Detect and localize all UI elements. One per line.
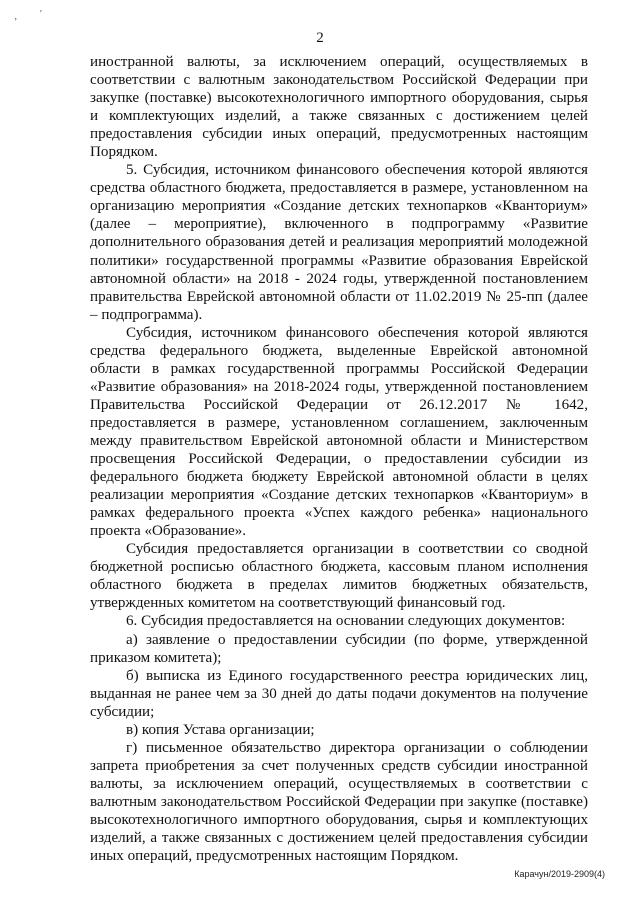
list-item-b: б) выписка из Единого государственного реестра юридических лиц, выданная не ранее чем за 30 дней до даты подачи документов на получение субсидии; bbox=[90, 667, 588, 720]
list-item-a: а) заявление о предоставлении субсидии (по форме, утвержденной приказом комитета); bbox=[90, 631, 588, 666]
scan-mark: ‚ bbox=[14, 11, 18, 22]
scan-mark: ' bbox=[40, 9, 42, 20]
list-item-g: г) письменное обязательство директора организации о соблюдении запрета приобретения за счет полученных средств субсидии иностранной валюты, за исключением операций, осуществляемых в соответствии с валютным законодательством Российской Федерации при закупке (поставке) высокотехнологичного импортного оборудования, сырья и комплектующих изделий, а также связанных с достижением целей предоставления субсидии иных операций, предусмотренных настоящим Порядком. bbox=[90, 739, 588, 865]
paragraph-federal-subsidy: Субсидия, источником финансового обеспечения которой являются средства федерального бюджета, выделенные Еврейской автономной области в рамках государственной программы Российской Федерации «Развитие образования» на 2018-2024 годы, утвержденной постановлением Правительства Российской Федерации от 26.12.2017 № 1642, предоставляется в размере, установленном соглашением, заключенным между правительством Еврейской автономной области и Министерством просвещения Российской Федерации, о предоставлении субсидии из федерального бюджета бюджету Еврейской автономной области в целях реализации мероприятия «Создание детских технопарков «Кванториум» в рамках федерального проекта «Успех каждого ребенка» национального проекта «Образование». bbox=[90, 324, 588, 540]
paragraph-budget-schedule: Субсидия предоставляется организации в соответствии со сводной бюджетной росписью областного бюджета, кассовым планом исполнения областного бюджета в пределах лимитов бюджетных обязательств, утвержденных комитетом на соответствующий финансовый год. bbox=[90, 541, 588, 612]
paragraph-clause-6: 6. Субсидия предоставляется на основании следующих документов: bbox=[126, 613, 566, 630]
document-body bbox=[90, 53, 588, 865]
paragraph-continuation: иностранной валюты, за исключением операций, осуществляемых в соответствии с валютным законодательством Российской Федерации при закупке (поставке) высокотехнологичного импортного оборудования, сырья и комплектующих изделий, а также связанных с достижением целей предоставления субсидии иных операций, предусмотренных настоящим Порядком. bbox=[90, 54, 588, 161]
paragraph-clause-5: 5. Субсидия, источником финансового обеспечения которой являются средства областного бюджета, предоставляется в размере, установленном на организацию мероприятия «Создание детских технопарков «Кванториум» (далее – мероприятие), включенного в подпрограмму «Развитие дополнительного образования детей и реализация мероприятий молодежной политики» государственной программы «Развитие образования Еврейской автономной области» на 2018 - 2024 годы, утвержденной постановлением правительства Еврейской автономной области от 11.02.2019 № 25-пп (далее – подпрограмма). bbox=[90, 162, 588, 323]
document-code: Карачун/2019-2909(4) bbox=[514, 869, 605, 879]
list-item-v: в) копия Устава организации; bbox=[126, 721, 315, 738]
page-number: 2 bbox=[316, 30, 324, 46]
